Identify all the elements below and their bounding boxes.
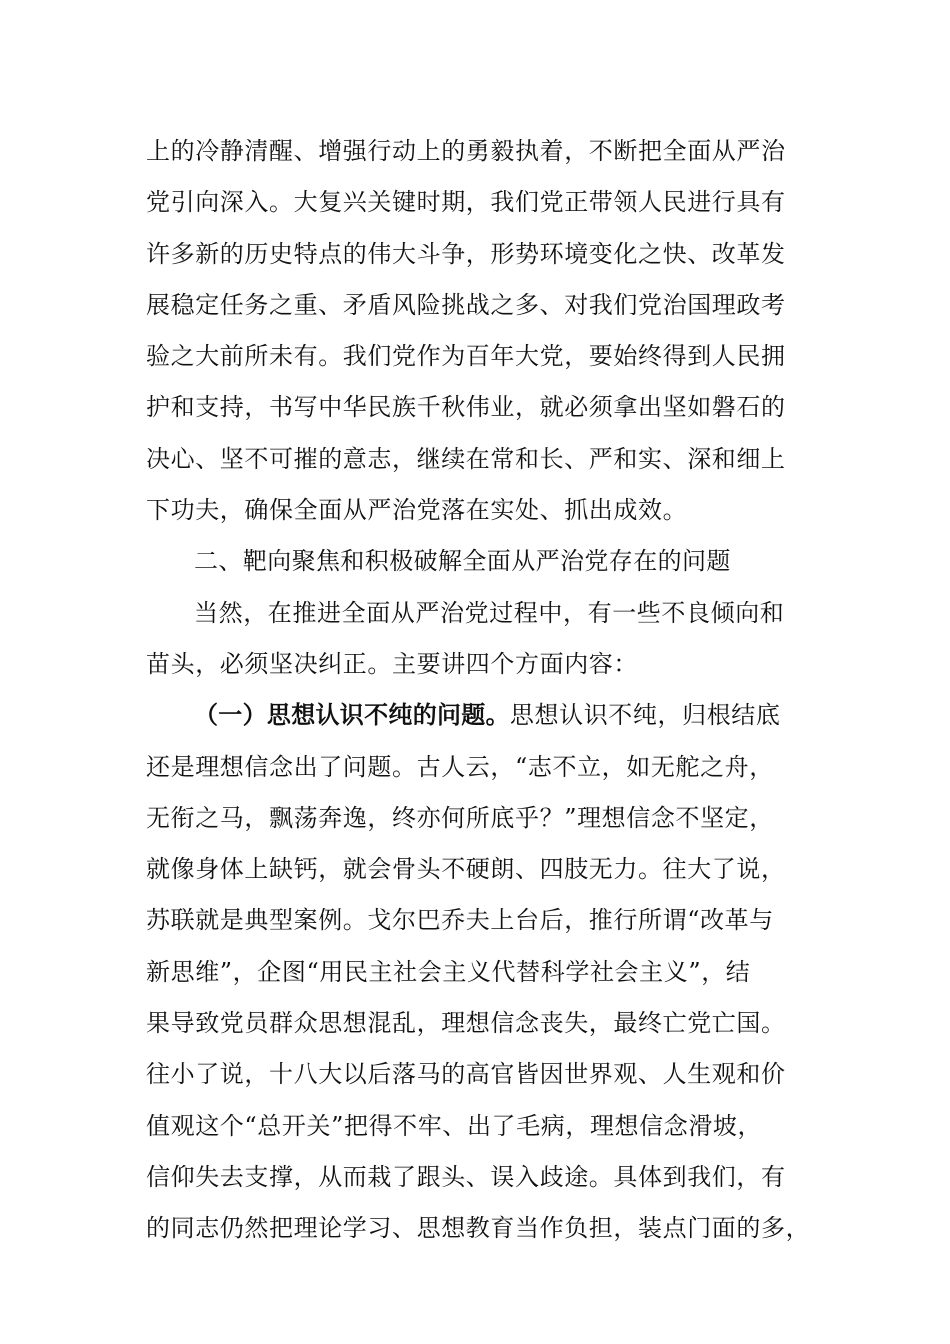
paragraph-line: 展稳定任务之重、矛盾风险挑战之多、对我们党治国理政考 [146,290,786,319]
intro-line: 当然，在推进全面从严治党过程中，有一些不良倾向和 [194,598,785,627]
body-line: 往小了说，十八大以后落马的高官皆因世界观、人生观和价 [146,1060,786,1089]
body-line: 就像身体上缺钙，就会骨头不硬朗、四肢无力。往大了说， [146,855,786,884]
intro-line: 苗头，必须坚决纠正。主要讲四个方面内容： [146,649,638,678]
paragraph-line: 验之大前所未有。我们党作为百年大党，要始终得到人民拥 [146,342,786,371]
body-line: 值观这个“总开关”把得不牢、出了毛病，理想信念滑坡， [146,1111,763,1140]
body-line: 无衔之马，飘荡奔逸，终亦何所底乎？”理想信念不坚定， [146,803,774,832]
body-line: 苏联就是典型案例。戈尔巴乔夫上台后，推行所谓“改革与 [146,906,774,935]
paragraph-line: 护和支持，书写中华民族千秋伟业，就必须拿出坚如磐石的 [146,393,786,422]
paragraph-line: 上的冷静清醒、增强行动上的勇毅执着，不断把全面从严治 [146,137,786,165]
body-line: 果导致党员群众思想混乱，理想信念丧失，最终亡党亡国。 [146,1009,786,1038]
body-line: 的同志仍然把理论学习、思想教育当作负担，装点门面的多， [146,1214,811,1243]
body-line: 信仰失去支撑，从而栽了跟头、误入歧途。具体到我们，有 [146,1162,786,1191]
paragraph-line: 决心、坚不可摧的意志，继续在常和长、严和实、深和细上 [146,444,786,473]
subsection-text: 思想认识不纯，归根结底 [509,701,781,730]
subsection-first-line [146,690,796,741]
paragraph-line: 许多新的历史特点的伟大斗争，形势环境变化之快、改革发 [146,239,786,268]
body-line: 新思维”，企图“用民主社会主义代替科学社会主义”，结 [146,957,751,986]
subsection-heading: （一）思想认识不纯的问题。 [194,701,510,730]
document-body [146,126,811,1255]
paragraph-line: 下功夫，确保全面从严治党落在实处、抓出成效。 [146,496,688,525]
paragraph-line: 党引向深入。大复兴关键时期，我们党正带领人民进行具有 [146,188,786,217]
body-line: 还是理想信念出了问题。古人云，“志不立，如无舵之舟， [146,752,774,781]
section-heading: 二、靶向聚焦和积极破解全面从严治党存在的问题 [194,547,731,576]
